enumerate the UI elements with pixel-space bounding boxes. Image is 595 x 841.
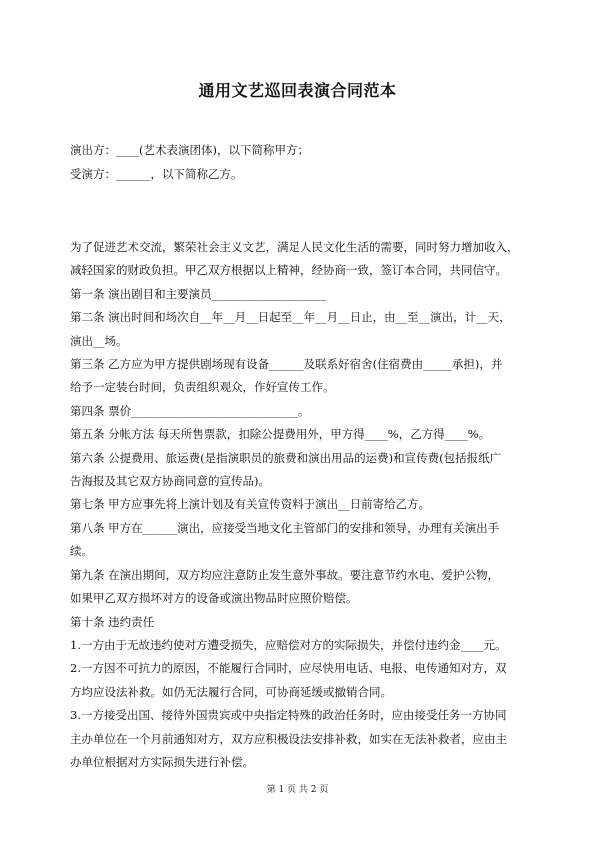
body-line: 为了促进艺术交流，繁荣社会主义文艺，满足人民文化生活的需要，同时努力增加收入， [70,240,519,254]
body-line: 主办单位在一个月前通知对方，双方应积极设法安排补救，如实在无法补救者，应由主 [70,731,507,746]
body-line: 办单位根据对方实际损失进行补偿。 [70,754,254,769]
body-line: 2.一方因不可抗力的原因，不能履行合同时，应尽快用电话、电报、电传通知对方，双 [70,661,507,676]
body-line: 告海报及其它双方协商同意的宣传品)。 [70,474,270,489]
body-line: 演出__场。 [70,333,128,348]
body-line: 第十条 违约责任 [70,614,155,629]
body-line: 第六条 公提费用、旅运费(是指演职员的旅费和演出用品的运费)和宣传费(包括报纸广 [70,450,502,465]
body-line: 第七条 甲方应事先将上演计划及有关宣传资料于演出__日前寄给乙方。 [70,497,431,512]
body-line: 第八条 甲方在______演出，应接受当地文化主管部门的安排和领导，办理有关演出手 [70,520,500,535]
body-line: 第三条 乙方应为甲方提供剧场现有设备______及联系好宿舍(住宿费由_____承担)，并 [70,357,503,372]
document-title: 通用文艺巡回表演合同范本 [198,81,397,100]
page-footer: 第 1 页 共 2 页 [266,785,329,795]
body-line: 减轻国家的财政负担。甲乙双方根据以上精神，经协商一致，签订本合同，共同信守。 [70,263,507,278]
party-performer: 演出方：____(艺术表演团体)，以下简称甲方； [70,143,309,157]
body-line: 3.一方接受出国、接待外国贵宾或中央指定特殊的政治任务时，应由接受任务一方协同 [70,708,507,723]
body-line: 第二条 演出时间和场次自__年__月__日起至__年__月__日止，由__至__演出，计__天， [70,310,511,325]
body-line: 如果甲乙双方损坏对方的设备或演出物品时应照价赔偿。 [70,591,358,606]
party-host: 受演方：______，以下简称乙方。 [70,167,243,181]
body-line: 第九条 在演出期间，双方均应注意防止发生意外事故。要注意节约水电、爱护公物， [70,567,500,582]
body-line: 第一条 演出剧目和主要演员____________________ [70,286,327,301]
body-line: 方均应设法补救。如仍无法履行合同，可协商延缓或撤销合同。 [70,684,392,699]
contract-body [70,236,533,774]
body-line: 给予一定装台时间，负责组织观众，作好宣传工作。 [70,380,335,395]
body-line: 第四条 票价_____________________________。 [70,403,310,418]
body-line: 1.一方由于无故违约使对方遭受损失，应赔偿对方的实际损失，并偿付违约金____元。 [70,637,507,652]
body-line: 第五条 分帐方法 每天所售票款，扣除公提费用外，甲方得____%，乙方得____%。 [70,427,491,442]
body-line: 续。 [70,544,93,559]
